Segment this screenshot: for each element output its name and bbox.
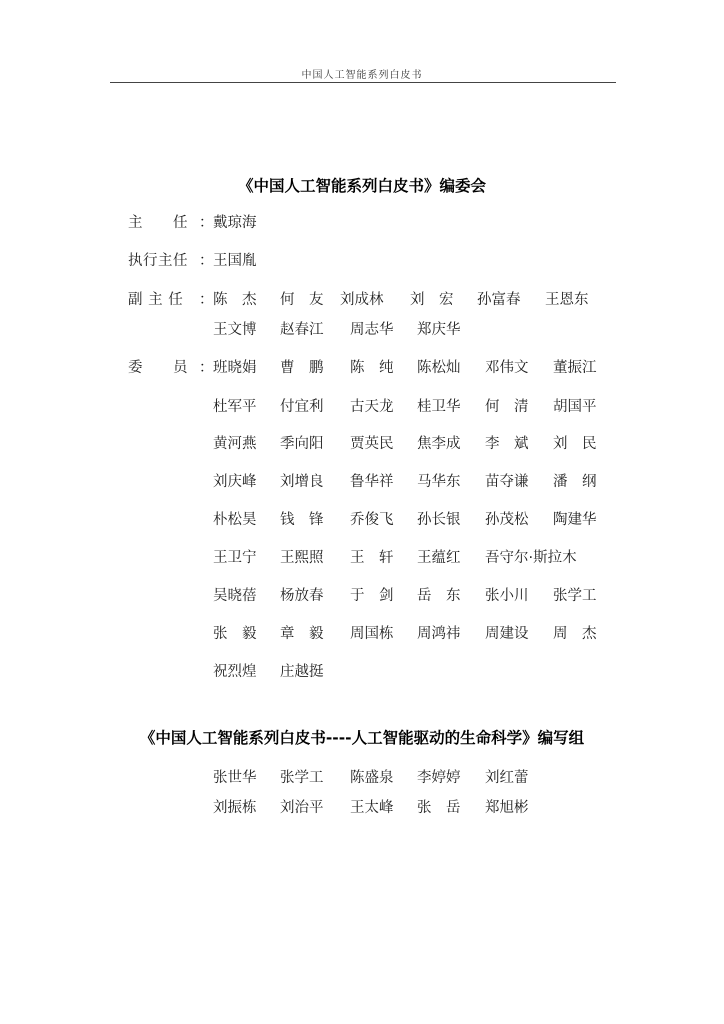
member-name: 刘 民 [553,436,597,452]
writer-name: 郑旭彬 [485,800,529,816]
member-name: 古天龙 [350,399,394,415]
member-name: 季向阳 [280,436,324,452]
member-name: 岳 东 [417,588,461,604]
vice-chair-name: 刘 宏 [410,292,454,308]
member-name: 周鸿祎 [417,626,461,642]
vice-chair-name: 何 友 [280,292,324,308]
writer-name: 刘红蕾 [485,770,529,786]
member-name: 杜军平 [213,399,257,415]
vice-chair-name: 郑庆华 [417,322,461,338]
member-name: 董振江 [553,360,597,376]
vice-chair-colon: ： [199,292,214,308]
writer-name: 王太峰 [350,800,394,816]
member-name: 陈 纯 [350,360,394,376]
member-name: 邓伟文 [485,360,529,376]
member-name: 张小川 [485,588,529,604]
member-name: 章 毅 [280,626,324,642]
vice-chair-name: 周志华 [350,322,394,338]
writer-name: 陈盛泉 [350,770,394,786]
members-colon: ： [199,360,214,376]
vice-chair-name: 赵春江 [280,322,324,338]
member-name: 朴松昊 [213,512,257,528]
member-name: 乔俊飞 [350,512,394,528]
member-name: 贾英民 [350,436,394,452]
executive-chair-colon: ： [199,253,214,269]
member-name: 鲁华祥 [350,474,394,490]
vice-chair-name: 陈 杰 [213,292,257,308]
member-name: 胡国平 [553,399,597,415]
member-name: 付宜利 [280,399,324,415]
member-name: 苗夺谦 [485,474,529,490]
member-name: 王熙照 [280,550,324,566]
member-name: 马华东 [417,474,461,490]
member-name: 刘增良 [280,474,324,490]
executive-chair-label: 执行主任 [128,253,188,269]
member-name: 张学工 [553,588,597,604]
member-name: 黄河燕 [213,436,257,452]
writer-name: 张学工 [280,770,324,786]
executive-chair-name: 王国胤 [213,253,257,269]
member-name: 周建设 [485,626,529,642]
member-name: 周 杰 [553,626,597,642]
writing-group-title: 《中国人工智能系列白皮书----人工智能驱动的生命科学》编写组 [139,729,585,747]
member-name: 潘 纲 [553,474,597,490]
member-name: 周国栋 [350,626,394,642]
committee-title: 《中国人工智能系列白皮书》编委会 [237,177,486,195]
member-name: 陶建华 [553,512,597,528]
member-name: 孙茂松 [485,512,529,528]
member-name: 焦李成 [417,436,461,452]
member-name: 钱 锋 [280,512,324,528]
vice-chair-name: 刘成林 [340,292,384,308]
member-name: 陈松灿 [417,360,461,376]
chair-name: 戴琼海 [213,215,257,231]
member-name: 吾守尔·斯拉木 [485,550,577,566]
vice-chair-name: 王文博 [213,322,257,338]
chair-label: 主 任 [128,215,188,231]
vice-chair-name: 王恩东 [545,292,589,308]
member-name: 桂卫华 [417,399,461,415]
member-name: 祝烈煌 [213,664,257,680]
member-name: 曹 鹏 [280,360,324,376]
member-name: 王蕴红 [417,550,461,566]
member-name: 张 毅 [213,626,257,642]
member-name: 班晓娟 [213,360,257,376]
members-label: 委 员 [128,360,188,376]
writer-name: 张 岳 [417,800,461,816]
member-name: 庄越挺 [280,664,324,680]
vice-chair-label: 副 主 任 [128,292,184,308]
header-rule [110,82,616,83]
member-name: 王卫宁 [213,550,257,566]
member-name: 李 斌 [485,436,529,452]
running-header: 中国人工智能系列白皮书 [301,70,423,81]
member-name: 杨放春 [280,588,324,604]
member-name: 何 清 [485,399,529,415]
member-name: 于 剑 [350,588,394,604]
writer-name: 李婷婷 [417,770,461,786]
writer-name: 刘治平 [280,800,324,816]
member-name: 王 轩 [350,550,394,566]
member-name: 孙长银 [417,512,461,528]
vice-chair-name: 孙富春 [477,292,521,308]
writer-name: 张世华 [213,770,257,786]
chair-colon: ： [199,215,214,231]
writer-name: 刘振栋 [213,800,257,816]
member-name: 刘庆峰 [213,474,257,490]
member-name: 吴晓蓓 [213,588,257,604]
